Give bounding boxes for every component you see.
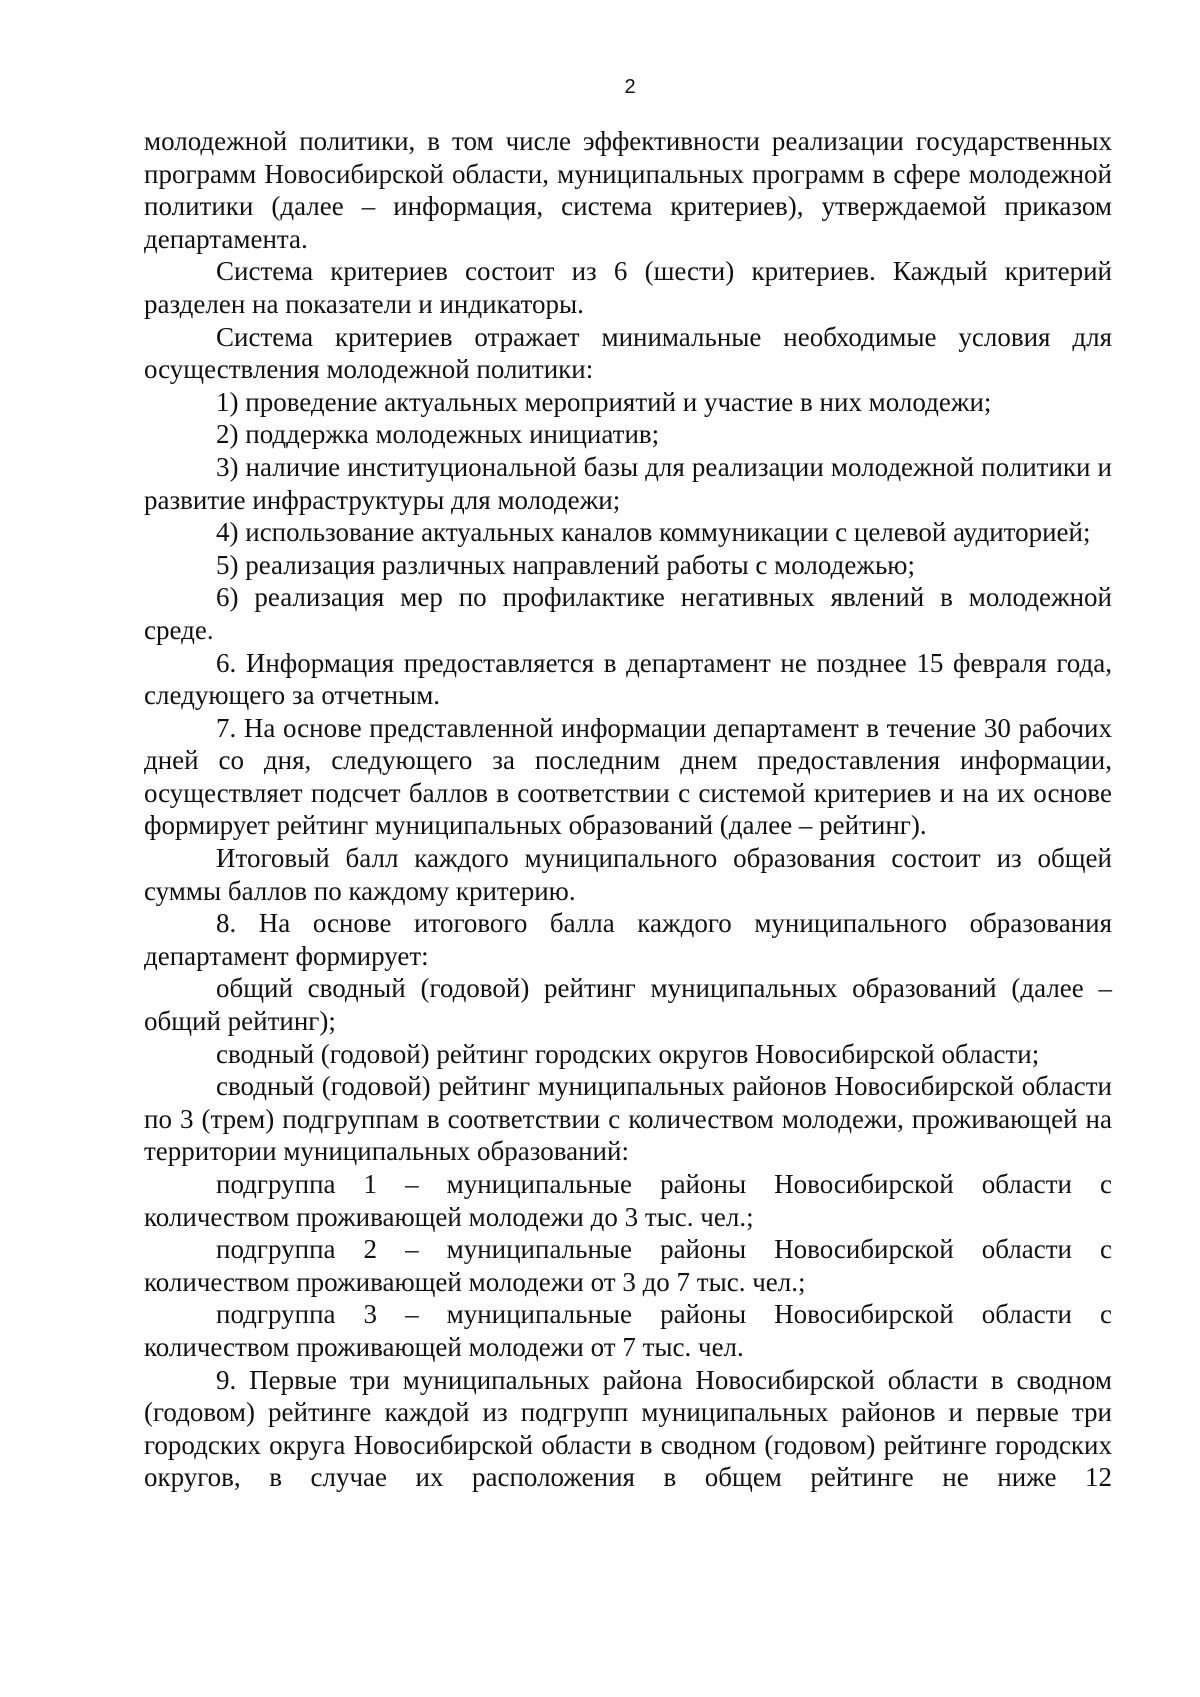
clause-7: 7. На основе представленной информации департамент в течение 30 рабочих дней со дня, следующего за последним днем предоставления информации, осуществляет подсчет баллов в соответствии с системой критериев и на их основе формирует рейтинг муниципальных образований (далее – рейтинг). [144,712,1112,841]
list-item-3: 3) наличие институциональной базы для реализации молодежной политики и развитие инфраструктуры для молодежи; [144,451,1112,515]
rating-city-districts: сводный (годовой) рейтинг городских округов Новосибирской области; [216,1038,1040,1069]
list-item-1: 1) проведение актуальных мероприятий и участие в них молодежи; [216,386,992,417]
paragraph-total-score: Итоговый балл каждого муниципального образования состоит из общей суммы баллов по каждому критерию. [144,843,1112,906]
clause-8: 8. На основе итогового балла каждого муниципального образования департамент формирует: [144,908,1112,971]
document-body [144,125,1112,1494]
paragraph-criteria-count: Система критериев состоит из 6 (шести) критериев. Каждый критерий разделен на показатели и индикаторы. [144,256,1112,319]
list-item-6: 6) реализация мер по профилактике негативных явлений в молодежной среде. [144,582,1112,645]
list-item-4: 4) использование актуальных каналов коммуникации с целевой аудиторией; [216,517,1091,548]
list-item-2: 2) поддержка молодежных инициатив; [216,419,660,450]
page-number: 2 [624,76,636,98]
paragraph-intro-continuation: молодежной политики, в том числе эффективности реализации государственных программ Новосибирской области, муниципальных программ в сфере молодежной политики (далее – информация, система критериев), утверждаемой приказом департамента. [144,126,1112,254]
rating-municipal-districts: сводный (годовой) рейтинг муниципальных районов Новосибирской области по 3 (трем) подгруппам в соответствии с количеством молодежи, проживающей на территории муниципальных образований: [144,1071,1112,1167]
clause-6: 6. Информация предоставляется в департамент не позднее 15 февраля года, следующего за отчетным. [144,647,1112,711]
clause-9: 9. Первые три муниципальных района Новосибирской области в сводном (годовом) рейтинге каждой из подгрупп муниципальных районов и первые три городских округа Новосибирской области в сводном (годовом) рейтинге городских округов, в случае их расположения в общем рейтинге не ниже 12 [144,1364,1112,1493]
subgroup-3: подгруппа 3 – муниципальные районы Новосибирской области с количеством проживающей молодежи от 7 тыс. чел. [144,1299,1112,1362]
list-item-5: 5) реализация различных направлений работы с молодежью; [216,549,915,580]
rating-general: общий сводный (годовой) рейтинг муниципальных образований (далее – общий рейтинг); [144,973,1112,1037]
subgroup-1: подгруппа 1 – муниципальные районы Новосибирской области с количеством проживающей молодежи до 3 тыс. чел.; [144,1169,1112,1232]
paragraph-criteria-conditions: Система критериев отражает минимальные необходимые условия для осуществления молодежной политики: [144,321,1112,385]
subgroup-2: подгруппа 2 – муниципальные районы Новосибирской области с количеством проживающей молодежи от 3 до 7 тыс. чел.; [144,1234,1112,1297]
